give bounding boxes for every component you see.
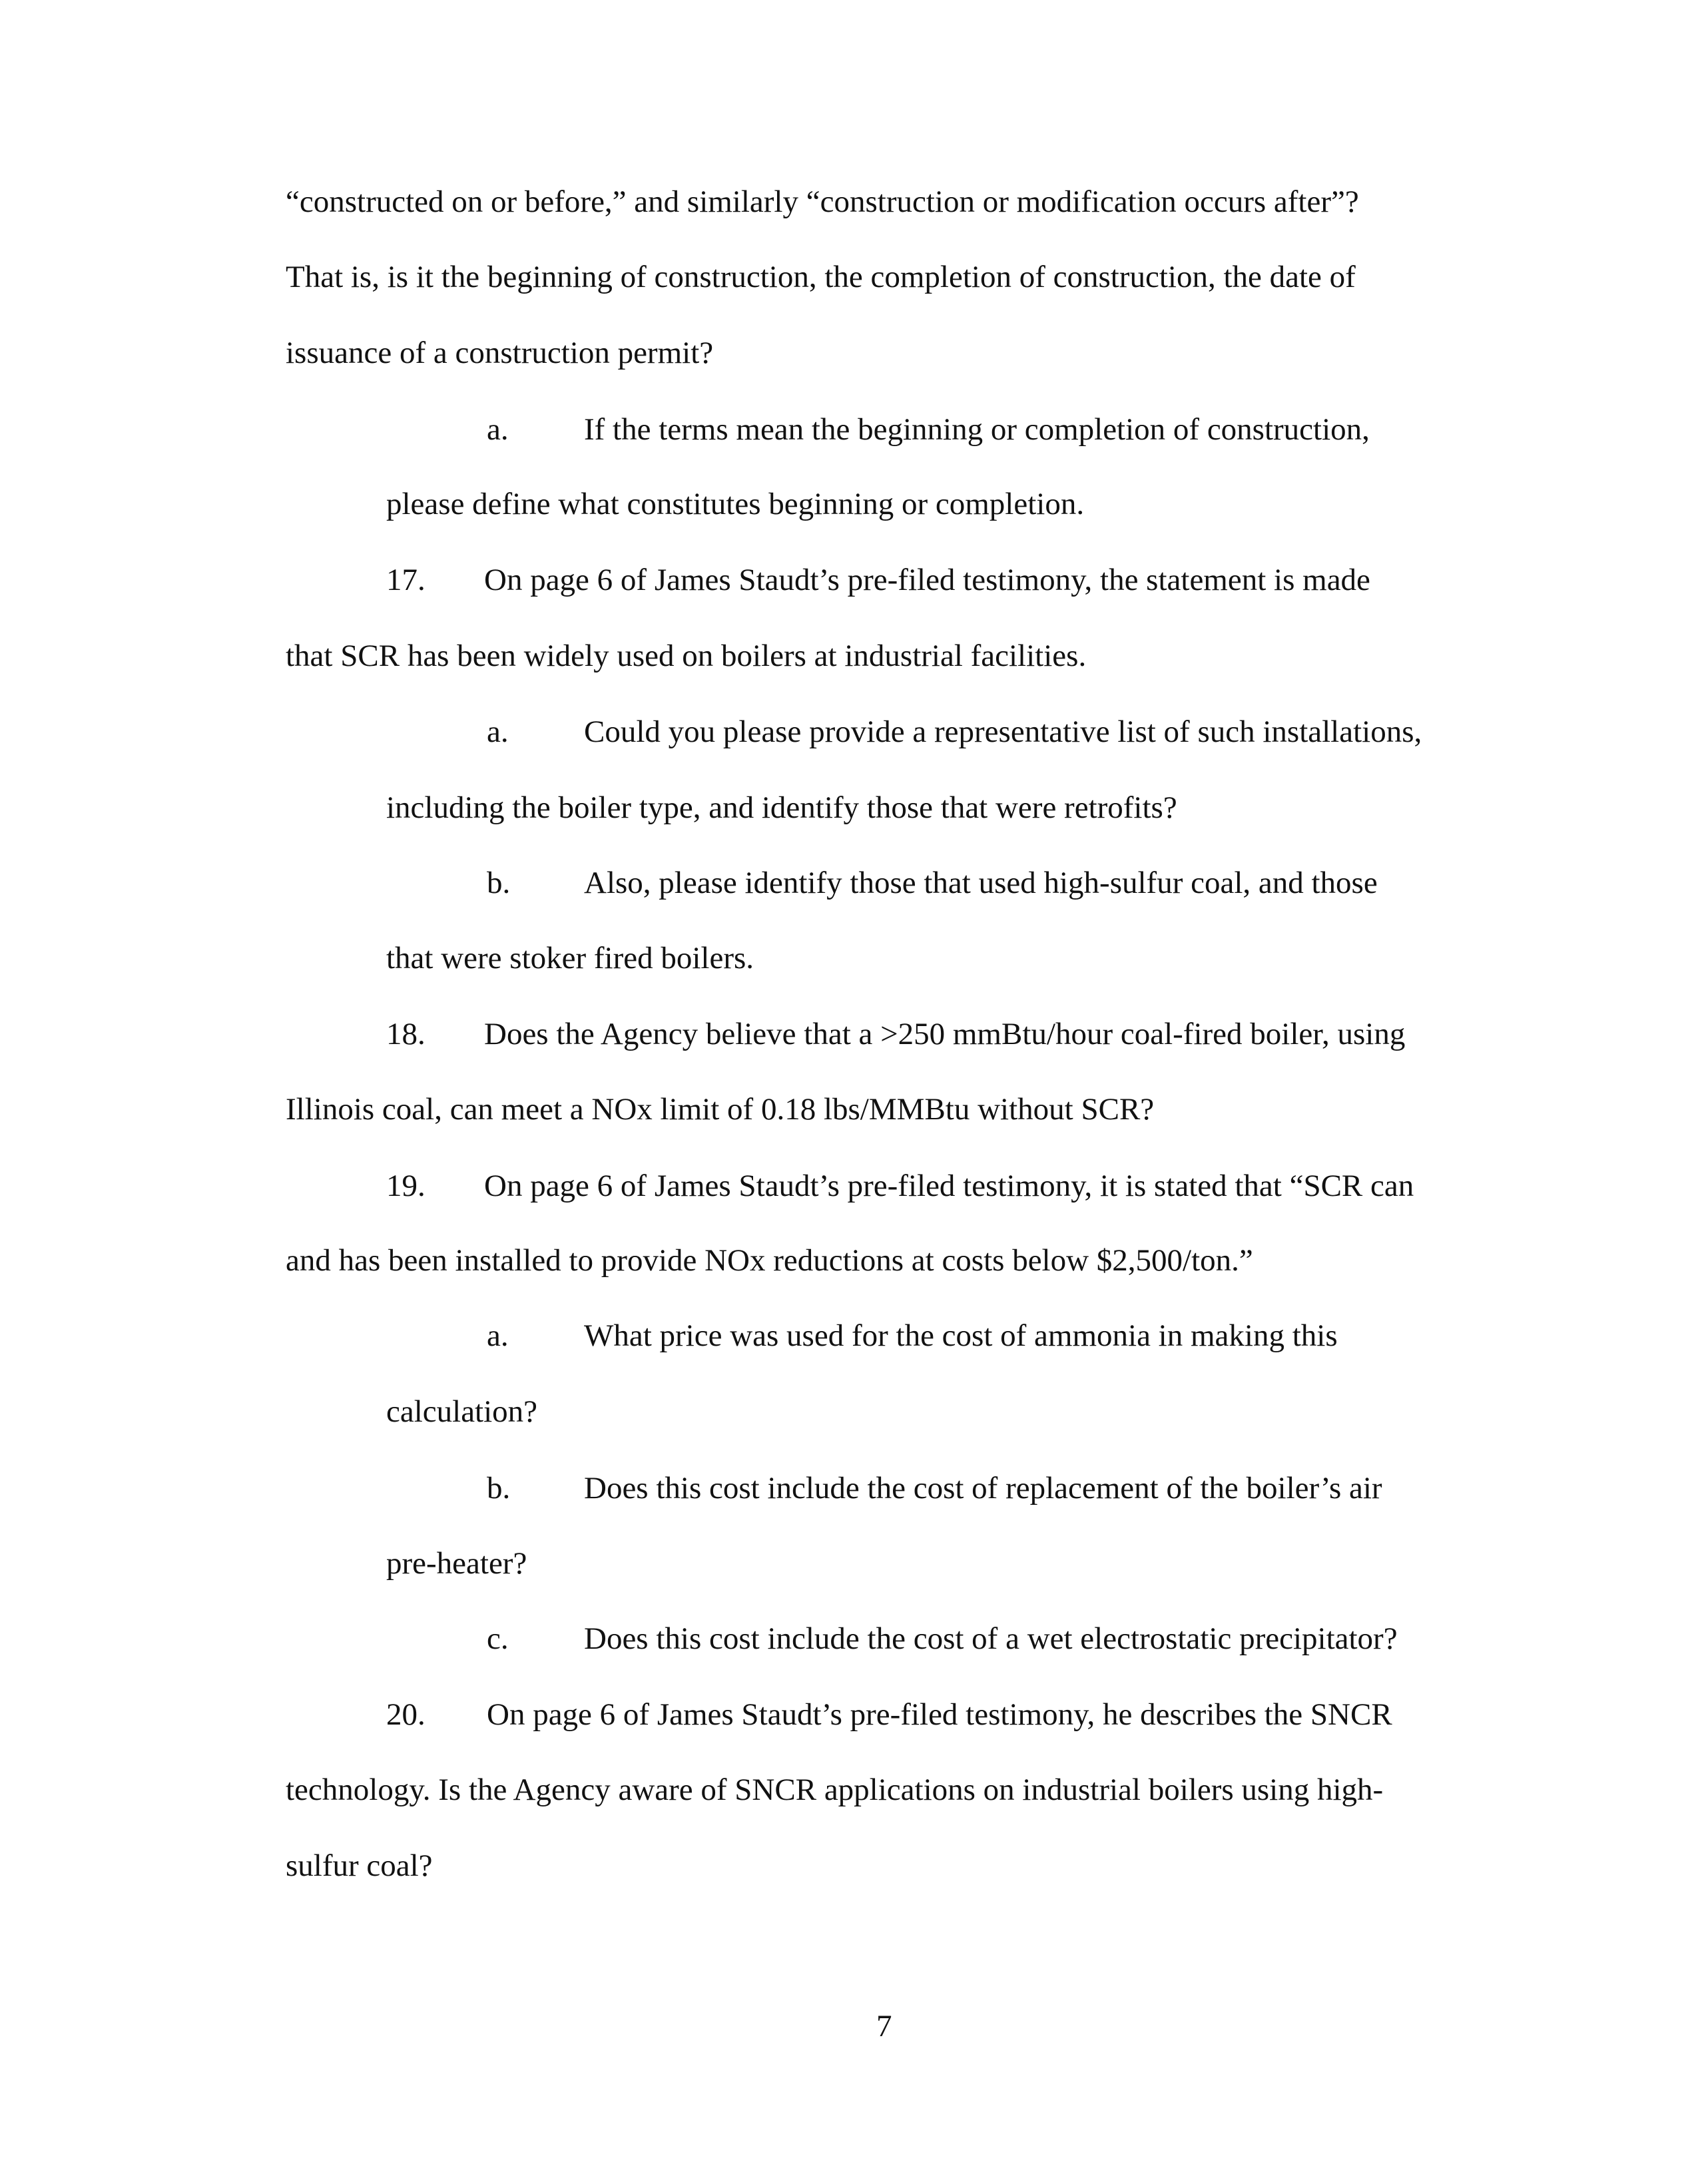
q17a-line-1: Could you please provide a representative list of such installations,	[584, 714, 1422, 749]
q17b-line-1: Also, please identify those that used high-sulfur coal, and those	[584, 866, 1378, 900]
q19b-label: b.	[487, 1471, 511, 1505]
page-number: 7	[876, 2009, 892, 2044]
q18-number: 18.	[386, 1017, 425, 1051]
q16-continuation-line-1: “constructed on or before,” and similarly “construction or modification occurs after”?	[286, 184, 1359, 219]
q20-line-1: On page 6 of James Staudt’s pre-filed testimony, he describes the SNCR	[487, 1697, 1392, 1732]
q17-line-2: that SCR has been widely used on boilers at industrial facilities.	[286, 639, 1087, 673]
q19b-line-2: pre-heater?	[386, 1546, 527, 1581]
q19a-line-1: What price was used for the cost of ammonia in making this	[584, 1318, 1338, 1353]
q17a-label: a.	[487, 714, 509, 749]
q20-number: 20.	[386, 1697, 425, 1732]
q19-line-1: On page 6 of James Staudt’s pre-filed testimony, it is stated that “SCR can	[484, 1169, 1414, 1203]
q19-number: 19.	[386, 1169, 425, 1203]
q19a-label: a.	[487, 1318, 509, 1353]
q20-line-2: technology. Is the Agency aware of SNCR applications on industrial boilers using high-	[286, 1773, 1384, 1807]
q19-line-2: and has been installed to provide NOx reductions at costs below $2,500/ton.”	[286, 1243, 1253, 1278]
q17-number: 17.	[386, 563, 425, 597]
q16-continuation-line-2: That is, is it the beginning of construction, the completion of construction, the date of	[286, 260, 1356, 294]
q19c-label: c.	[487, 1621, 509, 1656]
q16a-label: a.	[487, 412, 509, 447]
q17-line-1: On page 6 of James Staudt’s pre-filed testimony, the statement is made	[484, 563, 1370, 597]
q19b-line-1: Does this cost include the cost of replacement of the boiler’s air	[584, 1471, 1382, 1505]
q19c-line-1: Does this cost include the cost of a wet electrostatic precipitator?	[584, 1621, 1398, 1656]
q17b-label: b.	[487, 866, 511, 900]
q16a-line-2: please define what constitutes beginning or completion.	[386, 487, 1085, 521]
q18-line-2: Illinois coal, can meet a NOx limit of 0.18 lbs/MMBtu without SCR?	[286, 1092, 1155, 1127]
q16a-line-1: If the terms mean the beginning or completion of construction,	[584, 412, 1370, 447]
q17a-line-2: including the boiler type, and identify those that were retrofits?	[386, 790, 1177, 825]
q20-line-3: sulfur coal?	[286, 1848, 433, 1883]
q18-line-1: Does the Agency believe that a >250 mmBtu/hour coal-fired boiler, using	[484, 1017, 1406, 1051]
q19a-line-2: calculation?	[386, 1394, 538, 1429]
q17b-line-2: that were stoker fired boilers.	[386, 941, 754, 975]
q16-continuation-line-3: issuance of a construction permit?	[286, 336, 714, 370]
